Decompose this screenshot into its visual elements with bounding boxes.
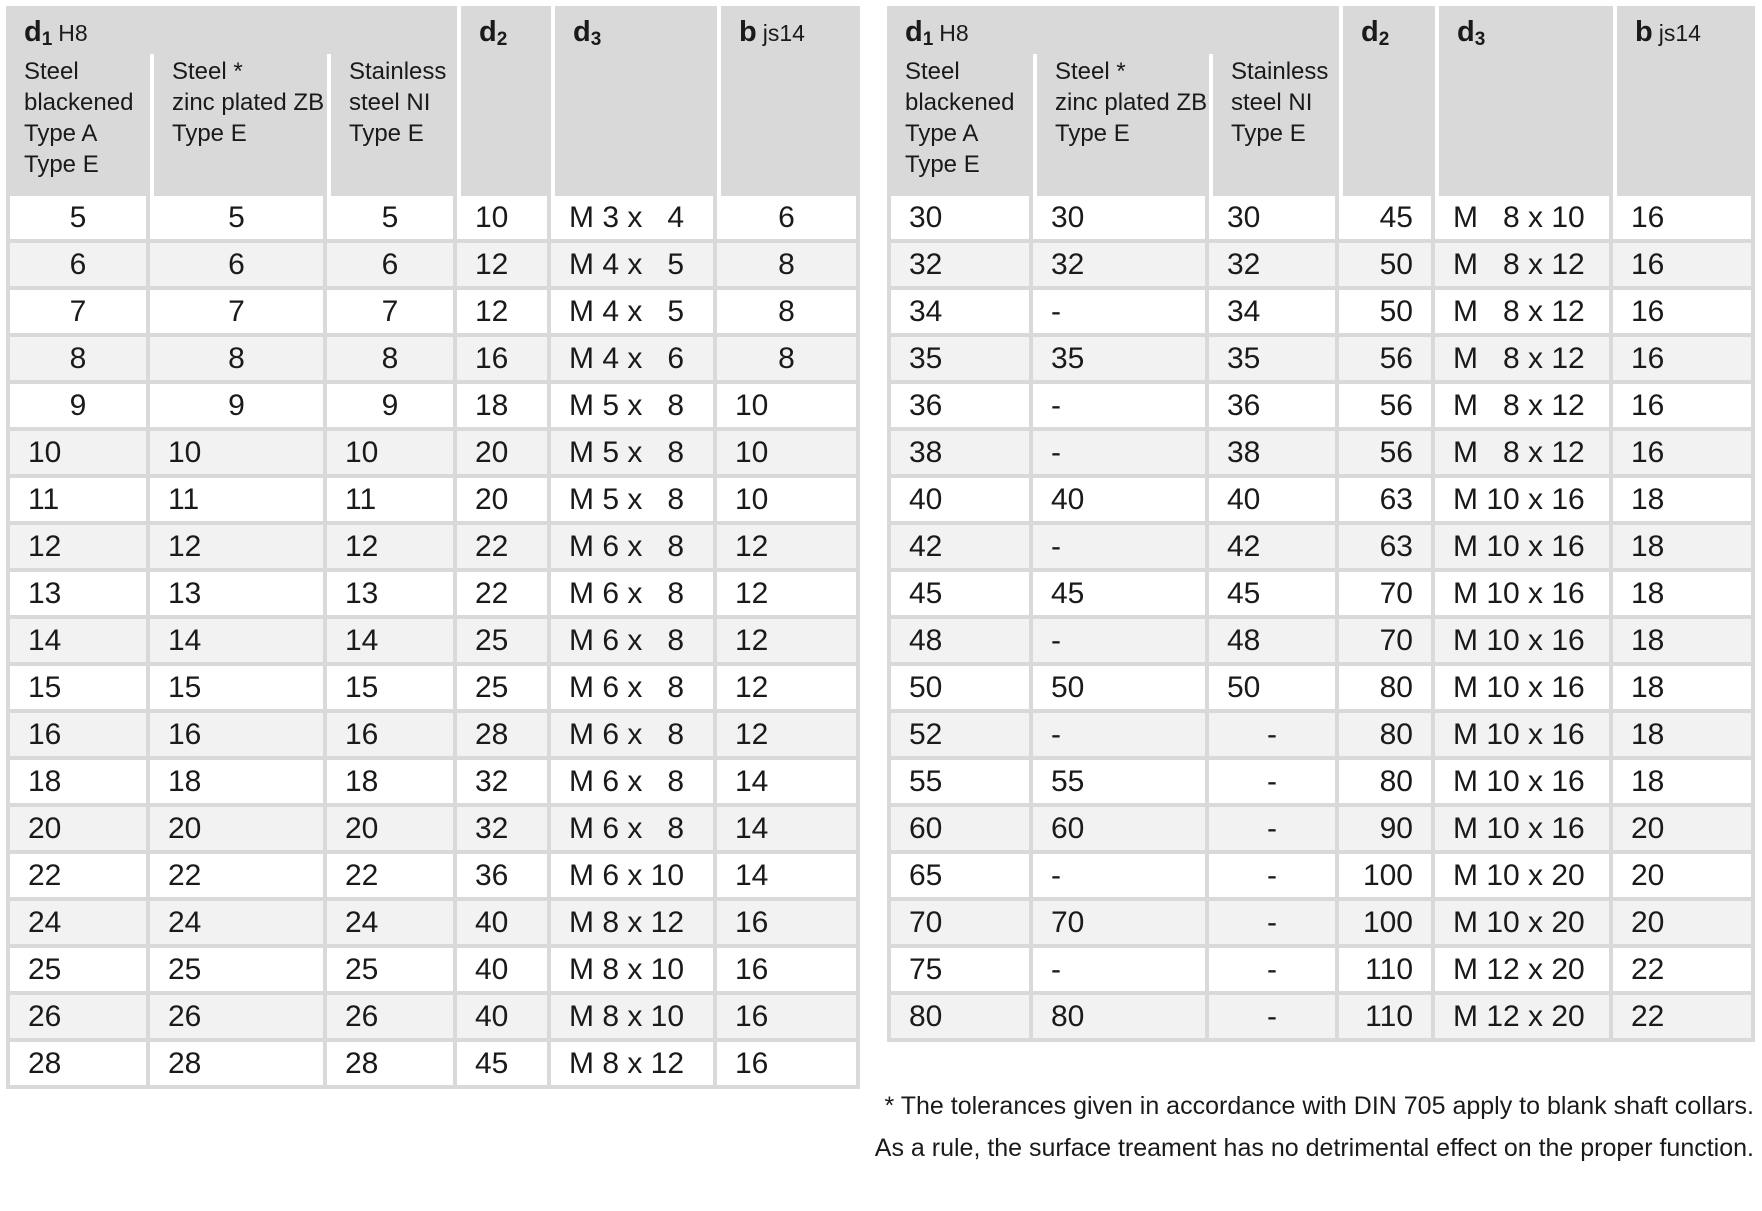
cell-d2: 12	[457, 290, 551, 337]
cell-d1-steel-blackened: 22	[6, 854, 150, 901]
cell-d1-stainless-steel: 28	[327, 1042, 457, 1089]
cell-d2: 63	[1339, 525, 1435, 572]
cell-b: 8	[717, 243, 860, 290]
cell-d1-steel-zinc-plated: 22	[150, 854, 327, 901]
dimensions-table-left	[6, 6, 860, 1089]
cell-b: 18	[1613, 572, 1755, 619]
cell-d2: 32	[457, 807, 551, 854]
table-row	[887, 431, 1755, 478]
cell-d1-steel-blackened: 52	[887, 713, 1033, 760]
cell-b: 20	[1613, 807, 1755, 854]
cell-d1-stainless-steel: -	[1209, 807, 1339, 854]
table-row	[887, 995, 1755, 1042]
cell-d3: M 10 x 16	[1435, 619, 1613, 666]
cell-d2: 40	[457, 901, 551, 948]
cell-d1-steel-blackened: 16	[6, 713, 150, 760]
cell-d2: 22	[457, 572, 551, 619]
cell-d3: M 5 x 8	[551, 384, 717, 431]
cell-d1-steel-zinc-plated: 25	[150, 948, 327, 995]
cell-b: 16	[1613, 384, 1755, 431]
cell-d1-steel-zinc-plated: 80	[1033, 995, 1209, 1042]
cell-d1-steel-zinc-plated: -	[1033, 384, 1209, 431]
cell-d1-stainless-steel: 42	[1209, 525, 1339, 572]
cell-d3: M 6 x 10	[551, 854, 717, 901]
table-row	[887, 384, 1755, 431]
cell-d3: M 5 x 8	[551, 431, 717, 478]
cell-d1-steel-blackened: 14	[6, 619, 150, 666]
cell-d1-steel-blackened: 8	[6, 337, 150, 384]
cell-d1-stainless-steel: 15	[327, 666, 457, 713]
cell-d3: M 10 x 16	[1435, 666, 1613, 713]
table-row	[6, 290, 860, 337]
cell-d1-stainless-steel: 24	[327, 901, 457, 948]
cell-d1-steel-blackened: 6	[6, 243, 150, 290]
cell-d1-steel-zinc-plated: -	[1033, 713, 1209, 760]
table-row	[887, 572, 1755, 619]
cell-d3: M 8 x 12	[1435, 431, 1613, 478]
table-row	[6, 948, 860, 995]
cell-d3: M 4 x 5	[551, 243, 717, 290]
cell-d3: M 3 x 4	[551, 196, 717, 243]
cell-d1-steel-blackened: 7	[6, 290, 150, 337]
cell-b: 16	[1613, 290, 1755, 337]
cell-d1-stainless-steel: 32	[1209, 243, 1339, 290]
cell-b: 22	[1613, 948, 1755, 995]
table-row	[6, 807, 860, 854]
cell-d1-steel-blackened: 15	[6, 666, 150, 713]
cell-d1-stainless-steel: 9	[327, 384, 457, 431]
cell-d2: 45	[1339, 196, 1435, 243]
cell-d1-steel-blackened: 55	[887, 760, 1033, 807]
cell-d1-steel-zinc-plated: -	[1033, 525, 1209, 572]
cell-d1-steel-zinc-plated: 30	[1033, 196, 1209, 243]
table-row	[6, 243, 860, 290]
header-b: b js14	[1613, 6, 1755, 196]
cell-d3: M 8 x 12	[551, 901, 717, 948]
cell-d1-steel-zinc-plated: 60	[1033, 807, 1209, 854]
cell-d1-stainless-steel: 7	[327, 290, 457, 337]
table-row	[887, 760, 1755, 807]
cell-d2: 56	[1339, 384, 1435, 431]
cell-d1-steel-zinc-plated: 13	[150, 572, 327, 619]
cell-d1-steel-blackened: 5	[6, 196, 150, 243]
cell-d1-stainless-steel: 6	[327, 243, 457, 290]
table-row	[887, 337, 1755, 384]
cell-d1-steel-blackened: 32	[887, 243, 1033, 290]
cell-b: 18	[1613, 713, 1755, 760]
cell-d1-steel-blackened: 28	[6, 1042, 150, 1089]
cell-d3: M 8 x 12	[1435, 243, 1613, 290]
cell-d1-steel-zinc-plated: 8	[150, 337, 327, 384]
cell-d1-stainless-steel: -	[1209, 854, 1339, 901]
cell-d2: 80	[1339, 666, 1435, 713]
cell-d1-steel-zinc-plated: -	[1033, 854, 1209, 901]
table-row	[887, 243, 1755, 290]
cell-d3: M 8 x 12	[551, 1042, 717, 1089]
cell-d3: M 8 x 12	[1435, 384, 1613, 431]
cell-d1-stainless-steel: 16	[327, 713, 457, 760]
cell-d1-steel-blackened: 80	[887, 995, 1033, 1042]
table-row	[6, 572, 860, 619]
cell-b: 16	[1613, 431, 1755, 478]
cell-d2: 80	[1339, 760, 1435, 807]
dimensions-table-right	[887, 6, 1755, 1042]
cell-d1-steel-zinc-plated: 9	[150, 384, 327, 431]
cell-d1-steel-blackened: 75	[887, 948, 1033, 995]
cell-d1-steel-zinc-plated: 11	[150, 478, 327, 525]
cell-d1-steel-blackened: 25	[6, 948, 150, 995]
cell-d1-stainless-steel: 35	[1209, 337, 1339, 384]
cell-b: 14	[717, 807, 860, 854]
cell-d1-steel-blackened: 50	[887, 666, 1033, 713]
cell-b: 6	[717, 196, 860, 243]
cell-d1-steel-zinc-plated: 12	[150, 525, 327, 572]
cell-d1-steel-blackened: 9	[6, 384, 150, 431]
header-stainless-steel: Stainless steel NI Type E	[327, 54, 457, 196]
cell-b: 20	[1613, 854, 1755, 901]
header-steel-zinc-plated: Steel * zinc plated ZB Type E	[150, 54, 327, 196]
table-row	[6, 196, 860, 243]
table-row	[6, 525, 860, 572]
cell-d2: 16	[457, 337, 551, 384]
cell-d1-steel-blackened: 40	[887, 478, 1033, 525]
cell-d1-stainless-steel: 45	[1209, 572, 1339, 619]
cell-d1-stainless-steel: 30	[1209, 196, 1339, 243]
cell-d2: 100	[1339, 854, 1435, 901]
cell-d1-stainless-steel: -	[1209, 901, 1339, 948]
cell-d1-stainless-steel: 50	[1209, 666, 1339, 713]
cell-d1-steel-blackened: 30	[887, 196, 1033, 243]
table-row	[6, 854, 860, 901]
cell-b: 12	[717, 525, 860, 572]
cell-d1-steel-zinc-plated: 5	[150, 196, 327, 243]
cell-d1-steel-blackened: 18	[6, 760, 150, 807]
cell-d1-stainless-steel: 25	[327, 948, 457, 995]
cell-d3: M 8 x 10	[551, 995, 717, 1042]
cell-d2: 50	[1339, 243, 1435, 290]
cell-d1-steel-blackened: 12	[6, 525, 150, 572]
table-row	[6, 995, 860, 1042]
cell-b: 16	[1613, 196, 1755, 243]
cell-d2: 70	[1339, 619, 1435, 666]
table-row	[887, 948, 1755, 995]
table-row	[887, 807, 1755, 854]
cell-b: 16	[717, 948, 860, 995]
cell-d2: 28	[457, 713, 551, 760]
table-row	[6, 760, 860, 807]
cell-d2: 12	[457, 243, 551, 290]
cell-b: 12	[717, 572, 860, 619]
cell-b: 10	[717, 431, 860, 478]
cell-d1-steel-blackened: 70	[887, 901, 1033, 948]
cell-b: 18	[1613, 760, 1755, 807]
header-d1: $d_1$ H8	[887, 6, 1339, 54]
cell-d1-stainless-steel: -	[1209, 948, 1339, 995]
cell-d2: 100	[1339, 901, 1435, 948]
cell-d1-stainless-steel: 22	[327, 854, 457, 901]
cell-d3: M 10 x 16	[1435, 525, 1613, 572]
cell-d1-stainless-steel: 11	[327, 478, 457, 525]
cell-d3: M 10 x 20	[1435, 854, 1613, 901]
cell-d3: M 6 x 8	[551, 807, 717, 854]
cell-d1-steel-zinc-plated: 24	[150, 901, 327, 948]
cell-d3: M 4 x 5	[551, 290, 717, 337]
cell-d2: 25	[457, 619, 551, 666]
cell-b: 12	[717, 713, 860, 760]
header-b: b js14	[717, 6, 860, 196]
cell-d1-steel-zinc-plated: 32	[1033, 243, 1209, 290]
cell-d3: M 6 x 8	[551, 572, 717, 619]
cell-d2: 70	[1339, 572, 1435, 619]
header-d2: $d_2$	[457, 6, 551, 196]
cell-d3: M 6 x 8	[551, 713, 717, 760]
table-row	[6, 1042, 860, 1089]
cell-d1-steel-blackened: 65	[887, 854, 1033, 901]
cell-d1-steel-zinc-plated: 14	[150, 619, 327, 666]
footnote-surface-treatment: As a rule, the surface treament has no detrimental effect on the proper function.	[874, 1134, 1754, 1162]
cell-d1-steel-zinc-plated: 35	[1033, 337, 1209, 384]
table-row	[887, 290, 1755, 337]
header-steel-blackened: Steel blackened Type A Type E	[887, 54, 1033, 196]
table-row	[887, 666, 1755, 713]
cell-d1-steel-zinc-plated: 18	[150, 760, 327, 807]
header-steel-zinc-plated: Steel * zinc plated ZB Type E	[1033, 54, 1209, 196]
cell-b: 18	[1613, 666, 1755, 713]
cell-d1-stainless-steel: 20	[327, 807, 457, 854]
cell-d1-steel-zinc-plated: 45	[1033, 572, 1209, 619]
cell-b: 16	[1613, 337, 1755, 384]
cell-d2: 50	[1339, 290, 1435, 337]
table-row	[887, 525, 1755, 572]
table-row	[6, 431, 860, 478]
cell-b: 18	[1613, 619, 1755, 666]
cell-d1-stainless-steel: 10	[327, 431, 457, 478]
cell-d2: 22	[457, 525, 551, 572]
cell-d2: 20	[457, 431, 551, 478]
table-body-left	[6, 196, 860, 1089]
cell-d1-steel-blackened: 42	[887, 525, 1033, 572]
cell-d2: 32	[457, 760, 551, 807]
header-steel-blackened: Steel blackened Type A Type E	[6, 54, 150, 196]
cell-b: 12	[717, 619, 860, 666]
cell-d1-stainless-steel: -	[1209, 995, 1339, 1042]
cell-d3: M 10 x 16	[1435, 760, 1613, 807]
cell-b: 18	[1613, 478, 1755, 525]
cell-b: 16	[717, 1042, 860, 1089]
cell-d1-stainless-steel: 48	[1209, 619, 1339, 666]
cell-d1-steel-blackened: 11	[6, 478, 150, 525]
cell-d1-stainless-steel: 12	[327, 525, 457, 572]
cell-d1-steel-blackened: 34	[887, 290, 1033, 337]
table-row	[6, 666, 860, 713]
cell-b: 12	[717, 666, 860, 713]
cell-d2: 80	[1339, 713, 1435, 760]
cell-d1-stainless-steel: 8	[327, 337, 457, 384]
cell-b: 22	[1613, 995, 1755, 1042]
cell-d2: 40	[457, 948, 551, 995]
cell-d1-stainless-steel: -	[1209, 713, 1339, 760]
header-d1: $d_1$ H8	[6, 6, 457, 54]
cell-d1-steel-zinc-plated: 7	[150, 290, 327, 337]
cell-b: 20	[1613, 901, 1755, 948]
table-row	[887, 619, 1755, 666]
cell-d3: M 6 x 8	[551, 760, 717, 807]
table-row	[6, 384, 860, 431]
cell-b: 8	[717, 290, 860, 337]
cell-d3: M 6 x 8	[551, 525, 717, 572]
cell-d1-steel-zinc-plated: 10	[150, 431, 327, 478]
cell-d2: 45	[457, 1042, 551, 1089]
cell-d2: 63	[1339, 478, 1435, 525]
cell-d1-steel-zinc-plated: 55	[1033, 760, 1209, 807]
cell-d1-steel-zinc-plated: -	[1033, 290, 1209, 337]
cell-d2: 10	[457, 196, 551, 243]
cell-d3: M 6 x 8	[551, 619, 717, 666]
cell-d1-steel-blackened: 38	[887, 431, 1033, 478]
cell-d1-stainless-steel: 5	[327, 196, 457, 243]
cell-d1-steel-blackened: 35	[887, 337, 1033, 384]
cell-d2: 90	[1339, 807, 1435, 854]
cell-d2: 56	[1339, 431, 1435, 478]
cell-d1-steel-blackened: 60	[887, 807, 1033, 854]
cell-d1-steel-zinc-plated: -	[1033, 619, 1209, 666]
cell-d3: M 5 x 8	[551, 478, 717, 525]
cell-d2: 110	[1339, 995, 1435, 1042]
cell-d2: 110	[1339, 948, 1435, 995]
table-row	[6, 619, 860, 666]
table-row	[6, 478, 860, 525]
table-row	[6, 901, 860, 948]
cell-d2: 25	[457, 666, 551, 713]
cell-d1-steel-zinc-plated: 40	[1033, 478, 1209, 525]
cell-d3: M 8 x 12	[1435, 290, 1613, 337]
cell-d1-stainless-steel: 13	[327, 572, 457, 619]
cell-d2: 36	[457, 854, 551, 901]
cell-d1-steel-blackened: 24	[6, 901, 150, 948]
cell-d1-steel-blackened: 45	[887, 572, 1033, 619]
table-row	[887, 196, 1755, 243]
cell-b: 14	[717, 854, 860, 901]
header-stainless-steel: Stainless steel NI Type E	[1209, 54, 1339, 196]
cell-d1-steel-blackened: 48	[887, 619, 1033, 666]
cell-d1-steel-zinc-plated: -	[1033, 431, 1209, 478]
table-row	[887, 854, 1755, 901]
cell-d1-steel-zinc-plated: 16	[150, 713, 327, 760]
cell-d1-stainless-steel: 36	[1209, 384, 1339, 431]
cell-d1-stainless-steel: 14	[327, 619, 457, 666]
cell-b: 14	[717, 760, 860, 807]
cell-d3: M 10 x 16	[1435, 713, 1613, 760]
cell-d1-steel-blackened: 13	[6, 572, 150, 619]
cell-d3: M 12 x 20	[1435, 995, 1613, 1042]
cell-d1-steel-blackened: 10	[6, 431, 150, 478]
cell-d3: M 6 x 8	[551, 666, 717, 713]
footnote-tolerances: * The tolerances given in accordance with DIN 705 apply to blank shaft collars.	[884, 1092, 1754, 1120]
cell-d1-stainless-steel: 40	[1209, 478, 1339, 525]
cell-d1-steel-zinc-plated: 26	[150, 995, 327, 1042]
cell-b: 10	[717, 384, 860, 431]
cell-d3: M 10 x 16	[1435, 478, 1613, 525]
table-body-right	[887, 196, 1755, 1042]
cell-d1-steel-zinc-plated: 50	[1033, 666, 1209, 713]
cell-d3: M 10 x 16	[1435, 807, 1613, 854]
cell-d1-stainless-steel: -	[1209, 760, 1339, 807]
header-d3: $d_3$	[1435, 6, 1613, 196]
header-d3: $d_3$	[551, 6, 717, 196]
cell-d3: M 12 x 20	[1435, 948, 1613, 995]
table-row	[6, 713, 860, 760]
cell-b: 16	[717, 901, 860, 948]
cell-d1-stainless-steel: 38	[1209, 431, 1339, 478]
table-row	[887, 901, 1755, 948]
cell-b: 8	[717, 337, 860, 384]
cell-b: 18	[1613, 525, 1755, 572]
cell-d1-steel-blackened: 26	[6, 995, 150, 1042]
header-d2: $d_2$	[1339, 6, 1435, 196]
cell-b: 16	[1613, 243, 1755, 290]
table-row	[887, 713, 1755, 760]
cell-d1-steel-zinc-plated: 6	[150, 243, 327, 290]
cell-d3: M 10 x 20	[1435, 901, 1613, 948]
cell-d3: M 4 x 6	[551, 337, 717, 384]
cell-d1-steel-blackened: 20	[6, 807, 150, 854]
cell-d3: M 10 x 16	[1435, 572, 1613, 619]
cell-d2: 40	[457, 995, 551, 1042]
table-row	[6, 337, 860, 384]
cell-d3: M 8 x 12	[1435, 337, 1613, 384]
cell-d1-stainless-steel: 34	[1209, 290, 1339, 337]
cell-d2: 20	[457, 478, 551, 525]
cell-d1-steel-zinc-plated: 28	[150, 1042, 327, 1089]
cell-d3: M 8 x 10	[1435, 196, 1613, 243]
cell-d1-steel-zinc-plated: -	[1033, 948, 1209, 995]
table-row	[887, 478, 1755, 525]
cell-b: 10	[717, 478, 860, 525]
cell-d1-stainless-steel: 18	[327, 760, 457, 807]
cell-d1-steel-zinc-plated: 15	[150, 666, 327, 713]
cell-d2: 56	[1339, 337, 1435, 384]
cell-d1-stainless-steel: 26	[327, 995, 457, 1042]
cell-d2: 18	[457, 384, 551, 431]
cell-b: 16	[717, 995, 860, 1042]
cell-d1-steel-zinc-plated: 20	[150, 807, 327, 854]
cell-d1-steel-zinc-plated: 70	[1033, 901, 1209, 948]
cell-d1-steel-blackened: 36	[887, 384, 1033, 431]
cell-d3: M 8 x 10	[551, 948, 717, 995]
